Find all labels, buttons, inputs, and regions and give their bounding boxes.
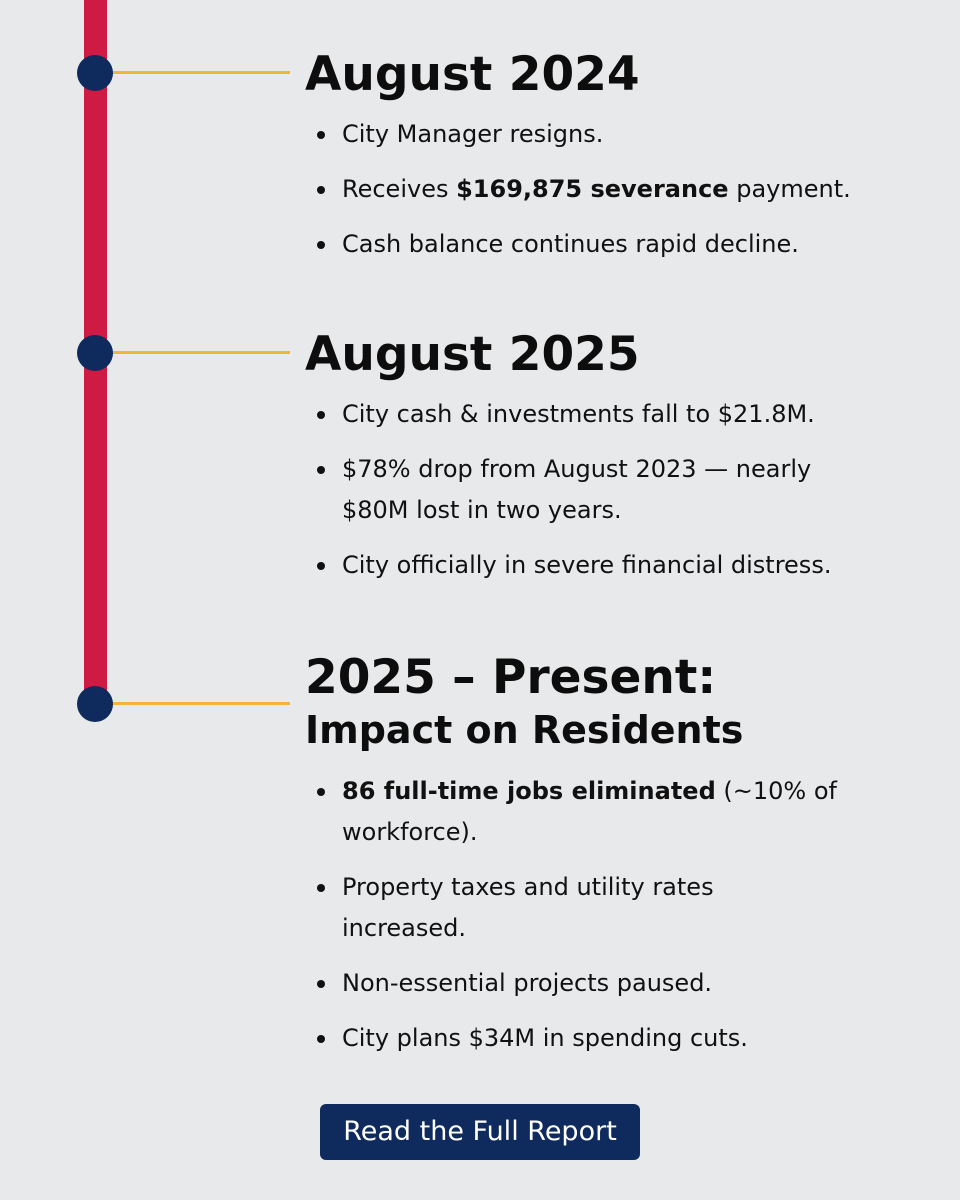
bullet-item xyxy=(305,867,762,949)
bullet-text: Property taxes and utility rates increased. xyxy=(342,873,714,942)
timeline-connector-3 xyxy=(112,702,290,705)
bullet-text: $80M lost in two years. xyxy=(342,496,622,524)
bullet-text: City Manager resigns. xyxy=(342,120,604,148)
bullet-item xyxy=(305,449,862,531)
section-heading: August 2024 xyxy=(305,47,640,102)
timeline-section-august-2024 xyxy=(305,48,925,265)
timeline-node-3 xyxy=(77,686,113,722)
bullet-item xyxy=(305,394,862,435)
section-heading: 2025 – Present: xyxy=(305,650,717,705)
bullet-text: payment. xyxy=(728,175,851,203)
bullet-text: (~10% of workforce). xyxy=(342,777,837,846)
bullet-list xyxy=(305,394,925,586)
bullet-text: Receives xyxy=(342,175,457,203)
bullet-item xyxy=(305,545,862,586)
bullet-text: City plans $34M in spending cuts. xyxy=(342,1024,748,1052)
read-full-report-button[interactable]: Read the Full Report xyxy=(320,1104,640,1160)
bullet-text: City officially in severe financial distress. xyxy=(342,551,832,579)
bullet-item xyxy=(305,169,862,210)
bullet-item xyxy=(305,224,862,265)
bullet-text: City cash & investments fall to $21.8M. xyxy=(342,400,815,428)
bullet-list xyxy=(305,771,925,1059)
bullet-text: $78% drop from August 2023 — nearly xyxy=(342,455,812,483)
bullet-list xyxy=(305,114,925,265)
bullet-item xyxy=(305,963,862,1004)
bullet-item xyxy=(305,114,862,155)
timeline-connector-1 xyxy=(112,71,290,74)
section-heading: August 2025 xyxy=(305,327,640,382)
timeline-section-august-2025 xyxy=(305,328,925,586)
timeline-node-1 xyxy=(77,55,113,91)
bullet-text: Cash balance continues rapid decline. xyxy=(342,230,799,258)
bullet-text: Non-essential projects paused. xyxy=(342,969,713,997)
bullet-item xyxy=(305,1018,862,1059)
timeline-connector-2 xyxy=(112,351,290,354)
section-subheading: Impact on Residents xyxy=(305,708,744,752)
timeline-node-2 xyxy=(77,335,113,371)
bullet-bold-text: 86 full-time jobs eliminated xyxy=(342,777,716,805)
bullet-item xyxy=(305,771,862,853)
bullet-bold-text: $169,875 severance xyxy=(456,175,729,203)
timeline-section-2025-present xyxy=(305,651,925,1059)
